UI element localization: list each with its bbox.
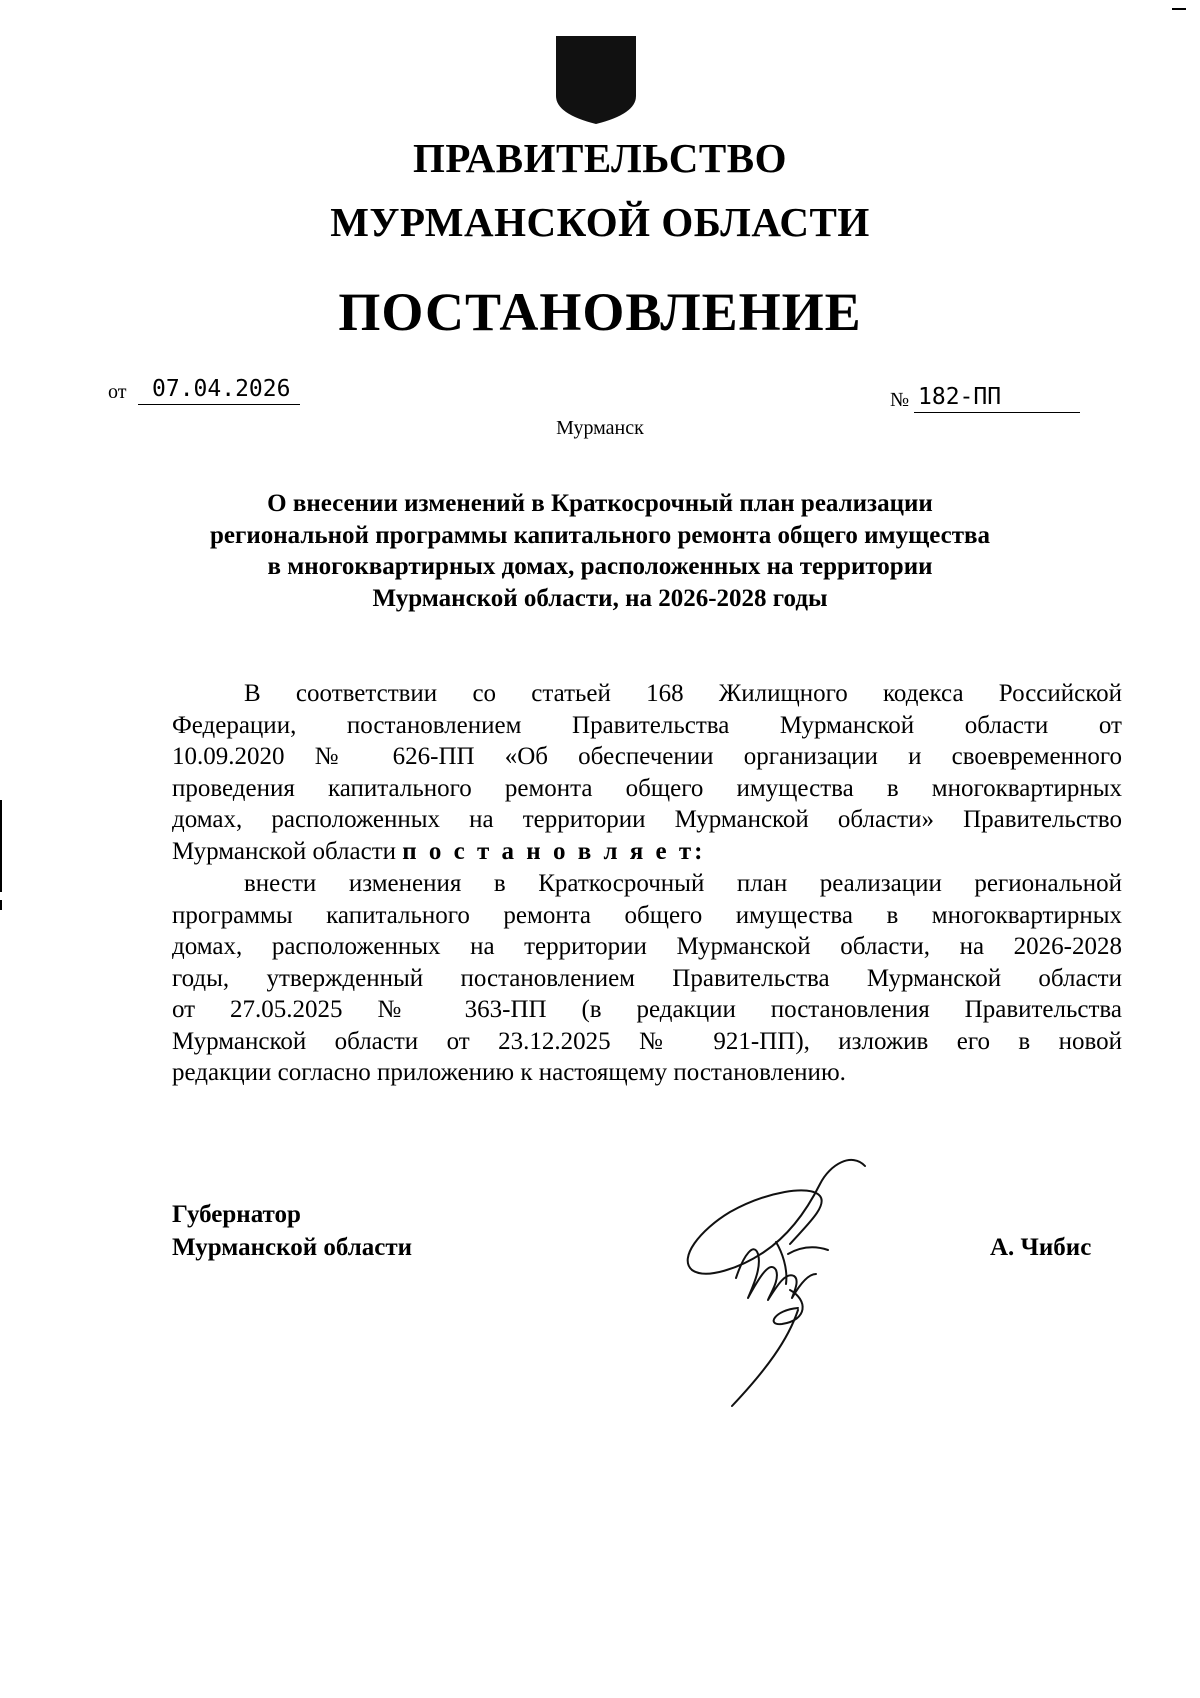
org-name-line-2: МУРМАНСКОЙ ОБЛАСТИ [330,199,870,245]
paragraph-last-line [172,836,1122,868]
document-number: 182-ПП [914,382,1080,413]
paragraph-line: Федерации, постановлением Правительства Мурманской области от [172,711,1122,739]
issue-city: Мурманск [556,417,644,439]
paragraph-line: Мурманской области от 23.12.2025 № 921-ПП), изложив его в новой [172,1027,1122,1055]
paragraph-line: 10.09.2020 № 626-ПП «Об обеспечении организации и своевременного [172,743,1122,770]
resolution-paragraph [172,868,1122,1089]
paragraph-line: от 27.05.2025 № 363-ПП (в редакции постановления Правительства [172,996,1122,1023]
title-line: региональной программы капитального ремонта общего имущества [210,521,990,549]
document-date: 07.04.2026 [138,374,300,405]
preamble-paragraph [172,678,1122,867]
paragraph-line: программы капитального ремонта общего имущества в многоквартирных [172,901,1122,929]
paragraph-line: В соответствии со статьей 168 Жилищного кодекса Российской [244,680,1122,707]
signer-name: А. Чибис [990,1234,1092,1261]
scan-corner-mark [1172,8,1186,10]
paragraph-line: годы, утвержденный постановлением Правительства Мурманской области [172,964,1122,992]
signer-position [172,1198,412,1264]
signer-position-line: Мурманской области [172,1234,413,1261]
paragraph-line-text: Мурманской области [172,837,397,865]
paragraph-line: домах, расположенных на территории Мурманской области» Правительство [172,806,1122,833]
paragraph-line: проведения капитального ремонта общего имущества в многоквартирных [172,774,1122,802]
paragraph-line: внести изменения в Краткосрочный план реализации региональной [244,870,1122,897]
title-line: в многоквартирных домах, расположенных на территории [267,553,933,580]
scan-margin-mark [0,800,2,892]
paragraph-line: редакции согласно приложению к настоящему постановлению. [172,1059,846,1086]
signer-position-line: Губернатор [172,1201,301,1228]
decree-word: п о с т а н о в л я е т: [402,837,706,865]
paragraph-line: домах, расположенных на территории Мурманской области, на 2026-2028 [172,933,1122,960]
handwritten-signature-icon [670,1150,920,1410]
date-prefix: от [108,381,127,403]
org-name-line-1: ПРАВИТЕЛЬСТВО [412,135,788,181]
document-title [150,488,1050,614]
document-type-heading: ПОСТАНОВЛЕНИЕ [338,282,862,342]
number-prefix: № [890,389,910,411]
title-line: О внесении изменений в Краткосрочный план реализации [267,490,933,517]
coat-of-arms-icon [554,34,638,126]
scan-margin-dash [0,900,2,910]
title-line: Мурманской области, на 2026-2028 годы [372,584,828,612]
